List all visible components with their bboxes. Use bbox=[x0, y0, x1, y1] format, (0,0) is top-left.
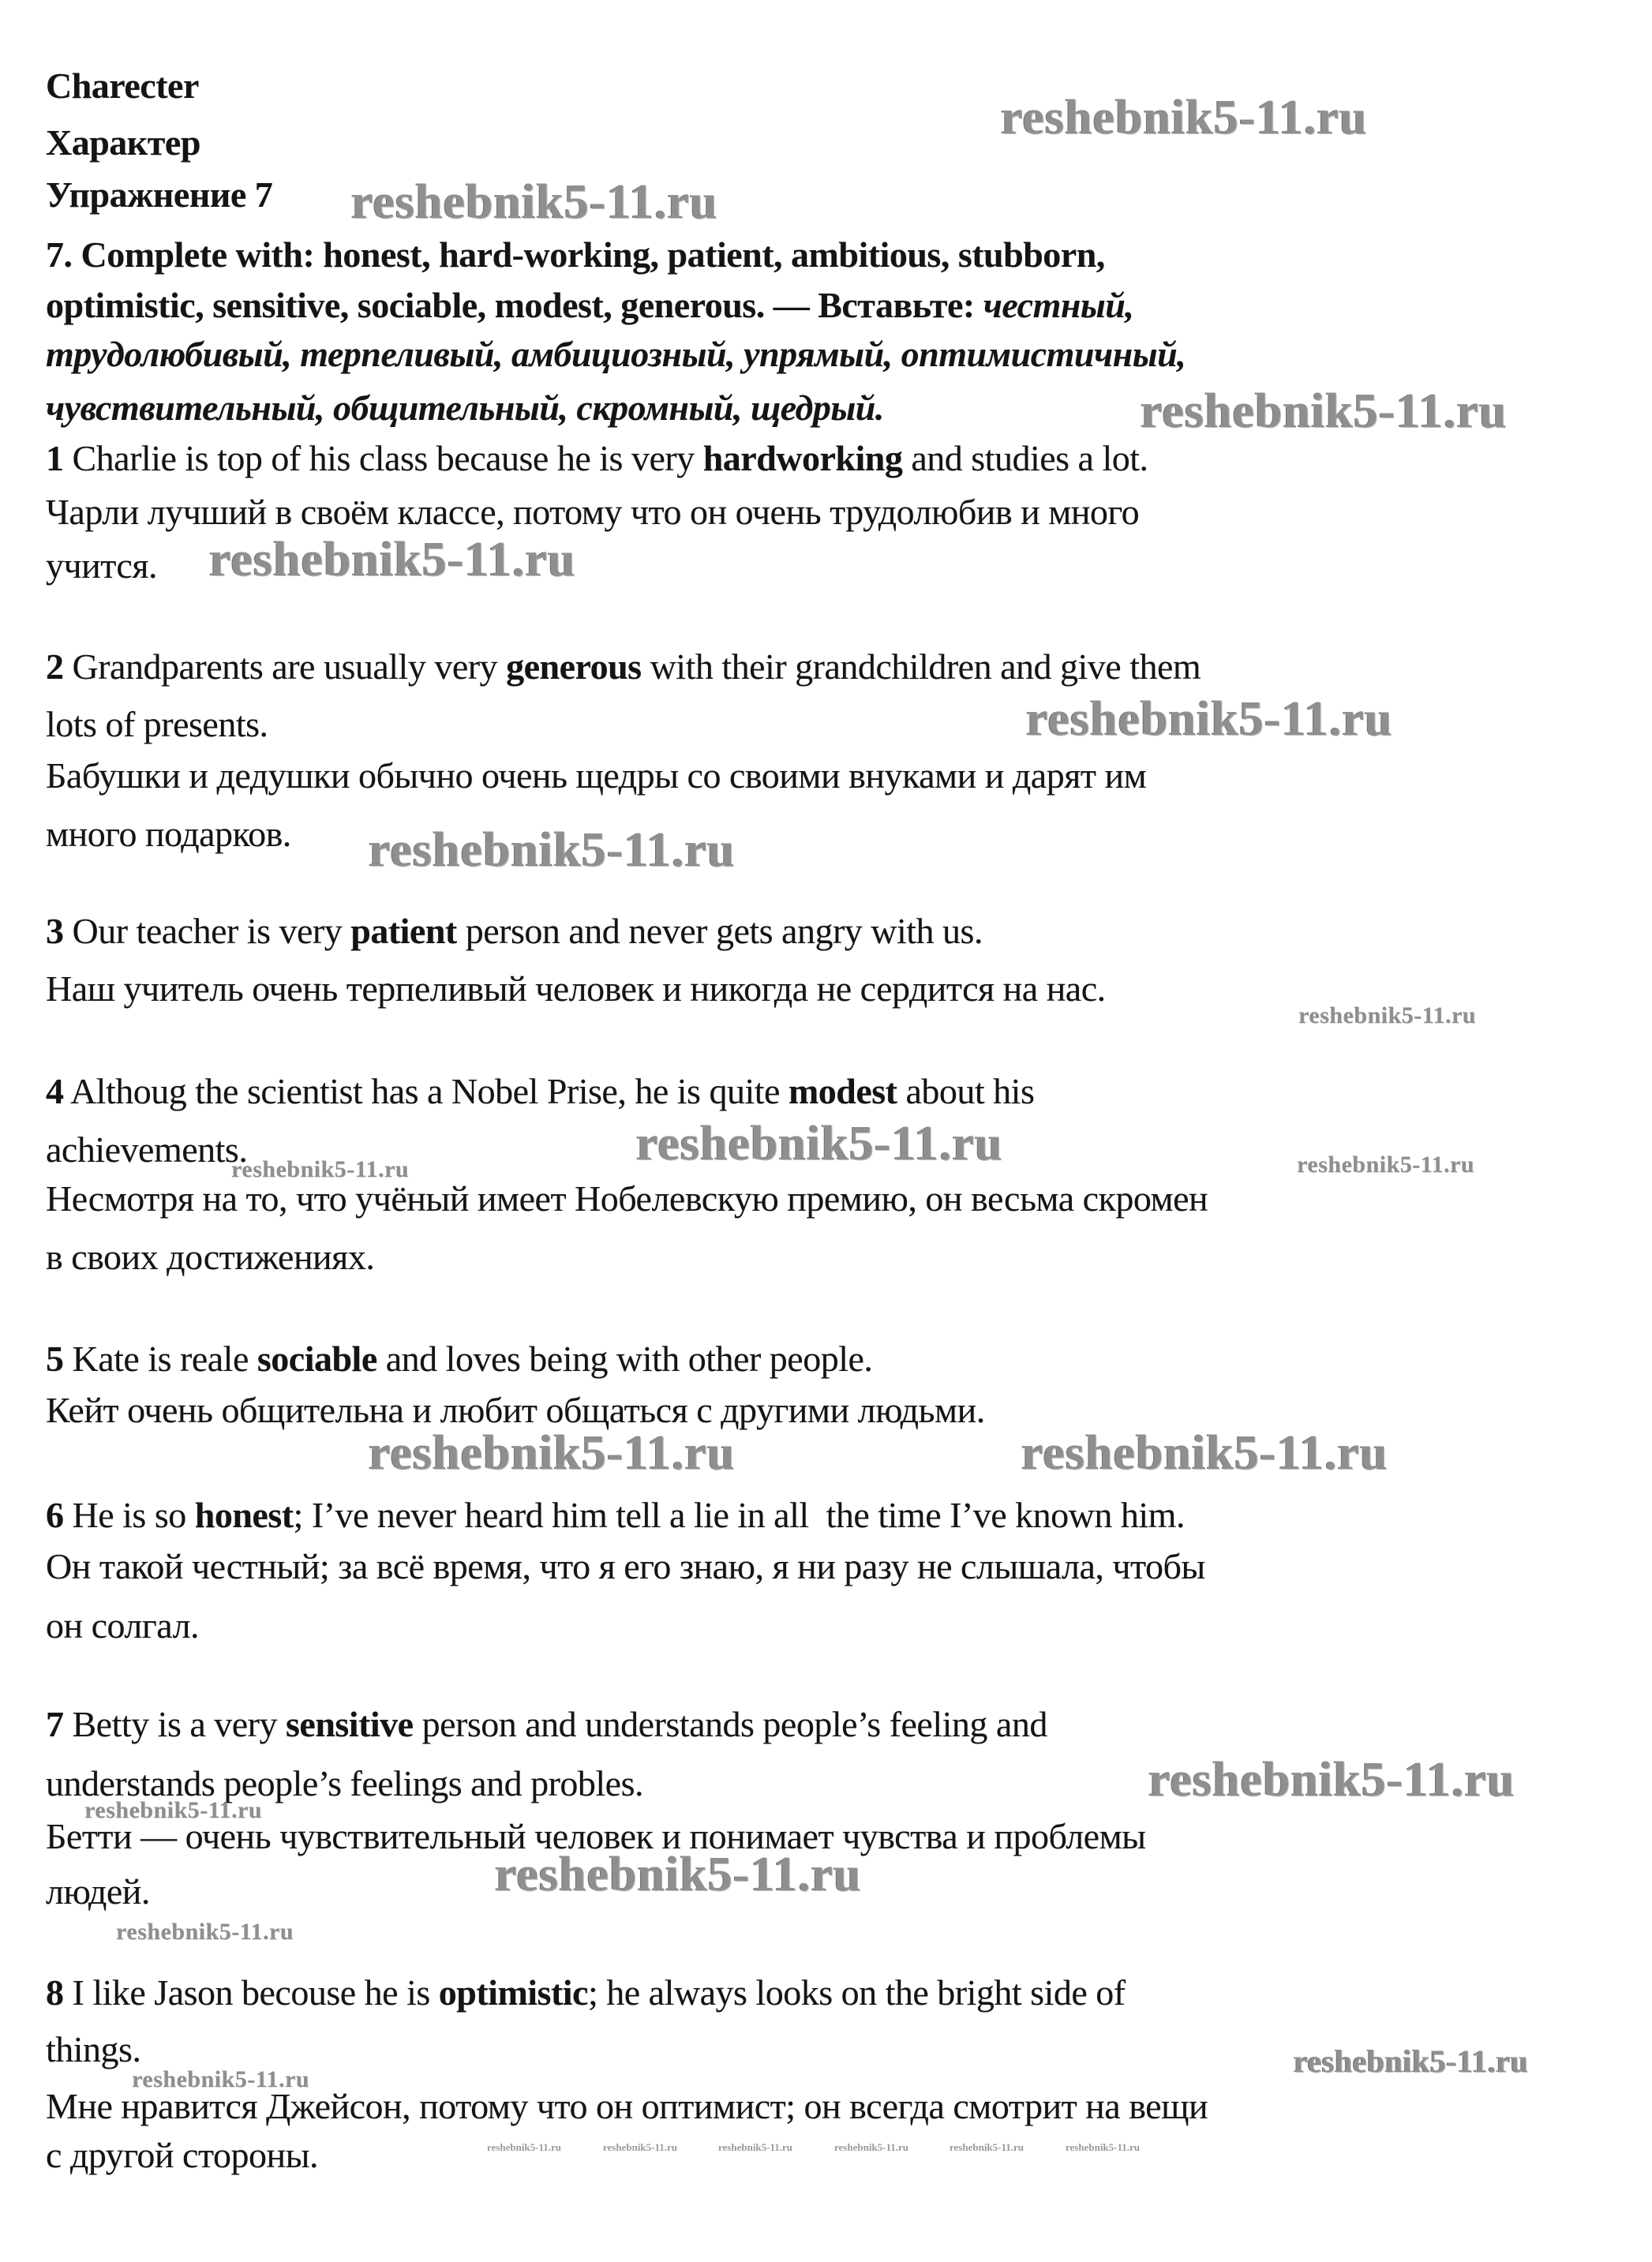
text-segment: person and never gets angry with us. bbox=[456, 911, 983, 951]
text-segment: Kate is reale bbox=[63, 1339, 257, 1379]
text-segment: Our teacher is very bbox=[63, 911, 351, 951]
watermark-text: reshebnik5-11.ru bbox=[84, 1797, 262, 1823]
text-line-task-2 bbox=[46, 286, 1133, 326]
watermark-text: reshebnik5-11.ru bbox=[1141, 384, 1508, 438]
text-segment: чувствительный, общительный, скромный, щедрый. bbox=[46, 388, 884, 428]
watermark-text: reshebnik5-11.ru bbox=[1297, 1152, 1474, 1178]
watermark-text: reshebnik5-11.ru bbox=[1066, 2141, 1141, 2153]
text-line-item8-ru-b bbox=[46, 2136, 318, 2176]
text-line-item7-en-a bbox=[46, 1705, 1047, 1745]
text-line-task-4 bbox=[46, 388, 884, 429]
text-segment: and studies a lot. bbox=[902, 438, 1148, 478]
text-segment: understands people’s feelings and probles. bbox=[46, 1763, 643, 1803]
text-segment: Упражнение 7 bbox=[46, 174, 273, 215]
text-segment: optimistic bbox=[438, 1972, 588, 2013]
text-line-task-3 bbox=[46, 335, 1186, 375]
text-line-item4-en-b bbox=[46, 1130, 247, 1170]
text-line-item1-en bbox=[46, 439, 1148, 479]
text-segment: ; he always looks on the bright side of bbox=[587, 1972, 1126, 2013]
text-segment: 4 bbox=[46, 1071, 64, 1111]
text-segment: много подарков. bbox=[46, 814, 291, 854]
text-segment: ; I’ve never heard him tell a lie in all the time I’ve known him. bbox=[293, 1495, 1185, 1535]
text-segment: person and understands people’s feeling and bbox=[413, 1704, 1047, 1744]
watermark-text: reshebnik5-11.ru bbox=[1001, 91, 1368, 144]
text-line-item2-en-b bbox=[46, 705, 268, 745]
text-segment: Бетти — очень чувствительный человек и понимает чувства и проблемы bbox=[46, 1816, 1146, 1856]
watermark-text: reshebnik5-11.ru bbox=[1298, 1002, 1476, 1028]
watermark-text: reshebnik5-11.ru bbox=[603, 2141, 678, 2153]
text-segment: Характер bbox=[46, 122, 200, 163]
text-line-item8-ru-a bbox=[46, 2087, 1208, 2127]
text-segment: hardworking bbox=[702, 438, 903, 478]
text-segment: I like Jason becouse he is bbox=[63, 1972, 439, 2013]
text-segment: Betty is a very bbox=[63, 1704, 286, 1744]
text-line-item3-en bbox=[46, 912, 983, 952]
text-segment: sensitive bbox=[286, 1704, 414, 1744]
text-segment: 3 bbox=[46, 911, 64, 951]
text-line-item3-ru bbox=[46, 969, 1106, 1009]
text-line-title-en bbox=[46, 66, 199, 107]
watermark-text: reshebnik5-11.ru bbox=[487, 2141, 562, 2153]
text-line-item4-ru-b bbox=[46, 1238, 374, 1278]
text-segment: about his bbox=[897, 1071, 1035, 1111]
text-segment: Несмотря на то, что учёный имеет Нобелевскую премию, он весьма скромен bbox=[46, 1178, 1208, 1219]
text-segment: в своих достижениях. bbox=[46, 1237, 375, 1277]
watermark-text: reshebnik5-11.ru bbox=[351, 175, 718, 229]
text-line-item8-en-b bbox=[46, 2030, 140, 2070]
text-segment: achievements. bbox=[46, 1129, 248, 1170]
watermark-text: reshebnik5-11.ru bbox=[1294, 2043, 1529, 2079]
text-segment: things. bbox=[46, 2029, 141, 2069]
text-segment: optimistic, sensitive, sociable, modest, generous. — Вставьте: bbox=[46, 285, 983, 325]
text-line-item7-ru-b bbox=[46, 1872, 150, 1912]
text-line-item1-ru-b bbox=[46, 546, 157, 586]
text-segment: patient bbox=[350, 911, 457, 951]
text-line-item4-ru-a bbox=[46, 1179, 1208, 1219]
text-line-item1-ru-a bbox=[46, 492, 1139, 533]
text-segment: 7 bbox=[46, 1704, 64, 1744]
watermark-text: reshebnik5-11.ru bbox=[369, 1426, 736, 1480]
text-segment: 2 bbox=[46, 646, 64, 687]
text-segment: 7. Complete with: honest, hard-working, patient, ambitious, stubborn, bbox=[46, 234, 1105, 275]
text-line-item6-en bbox=[46, 1496, 1185, 1536]
text-segment: 6 bbox=[46, 1495, 64, 1535]
text-segment: он солгал. bbox=[46, 1605, 200, 1646]
text-line-task-1 bbox=[46, 235, 1105, 275]
text-segment: sociable bbox=[257, 1339, 377, 1379]
watermark-text: reshebnik5-11.ru bbox=[718, 2141, 793, 2153]
text-segment: учится. bbox=[46, 545, 157, 586]
text-segment: Бабушки и дедушки обычно очень щедры со своими внуками и дарят им bbox=[46, 755, 1147, 796]
text-segment: Наш учитель очень терпеливый человек и никогда не сердится на нас. bbox=[46, 968, 1106, 1009]
text-segment: честный, bbox=[983, 285, 1134, 325]
text-segment: Чарли лучший в своём классе, потому что он очень трудолюбив и много bbox=[46, 492, 1140, 532]
text-line-item5-ru bbox=[46, 1391, 985, 1431]
text-segment: with their grandchildren and give them bbox=[641, 646, 1201, 687]
watermark-text: reshebnik5-11.ru bbox=[950, 2141, 1025, 2153]
watermark-text: reshebnik5-11.ru bbox=[834, 2141, 909, 2153]
watermark-text: reshebnik5-11.ru bbox=[231, 1156, 409, 1182]
text-line-item2-ru-b bbox=[46, 815, 291, 855]
text-line-item8-en-a bbox=[46, 1973, 1126, 2013]
text-segment: Charecter bbox=[46, 66, 199, 106]
watermark-text: reshebnik5-11.ru bbox=[1148, 1753, 1515, 1807]
text-segment: honest bbox=[194, 1495, 294, 1535]
watermark-text: reshebnik5-11.ru bbox=[116, 1919, 294, 1945]
text-segment: Кейт очень общительна и любит общаться с другими людьми. bbox=[46, 1390, 985, 1430]
text-line-exercise-label bbox=[46, 175, 272, 215]
text-segment: Он такой честный; за всё время, что я его знаю, я ни разу не слышала, чтобы bbox=[46, 1546, 1205, 1586]
watermark-text: reshebnik5-11.ru bbox=[495, 1848, 862, 1901]
text-segment: Мне нравится Джейсон, потому что он оптимист; он всегда смотрит на вещи bbox=[46, 2086, 1208, 2126]
watermark-text: reshebnik5-11.ru bbox=[132, 2066, 309, 2092]
text-line-item6-ru-b bbox=[46, 1606, 199, 1646]
text-segment: Grandparents are usually very bbox=[63, 646, 507, 687]
text-segment: 5 bbox=[46, 1339, 64, 1379]
watermark-text: reshebnik5-11.ru bbox=[1021, 1426, 1388, 1480]
watermark-text: reshebnik5-11.ru bbox=[209, 533, 576, 586]
text-line-item5-en bbox=[46, 1339, 872, 1380]
text-segment: and loves being with other people. bbox=[376, 1339, 873, 1379]
text-line-title-ru bbox=[46, 123, 200, 163]
text-segment: lots of presents. bbox=[46, 704, 268, 744]
watermark-text: reshebnik5-11.ru bbox=[1026, 692, 1393, 746]
text-segment: с другой стороны. bbox=[46, 2135, 318, 2175]
text-segment: Althoug the scientist has a Nobel Prise, he is quite bbox=[63, 1071, 789, 1111]
text-segment: He is so bbox=[63, 1495, 195, 1535]
text-segment: generous bbox=[506, 646, 642, 687]
text-line-item2-en-a bbox=[46, 647, 1201, 687]
text-segment: Charlie is top of his class because he is very bbox=[63, 438, 703, 478]
text-line-item4-en-a bbox=[46, 1072, 1034, 1112]
text-segment: людей. bbox=[46, 1871, 150, 1912]
text-segment: трудолюбивый, терпеливый, амбициозный, упрямый, оптимистичный, bbox=[46, 334, 1186, 374]
text-segment: 1 bbox=[46, 438, 64, 478]
text-line-item2-ru-a bbox=[46, 756, 1146, 796]
watermark-text: reshebnik5-11.ru bbox=[369, 823, 736, 877]
text-line-item6-ru-a bbox=[46, 1547, 1205, 1587]
text-segment: 8 bbox=[46, 1972, 64, 2013]
watermark-text: reshebnik5-11.ru bbox=[636, 1117, 1003, 1170]
text-segment: modest bbox=[788, 1071, 897, 1111]
